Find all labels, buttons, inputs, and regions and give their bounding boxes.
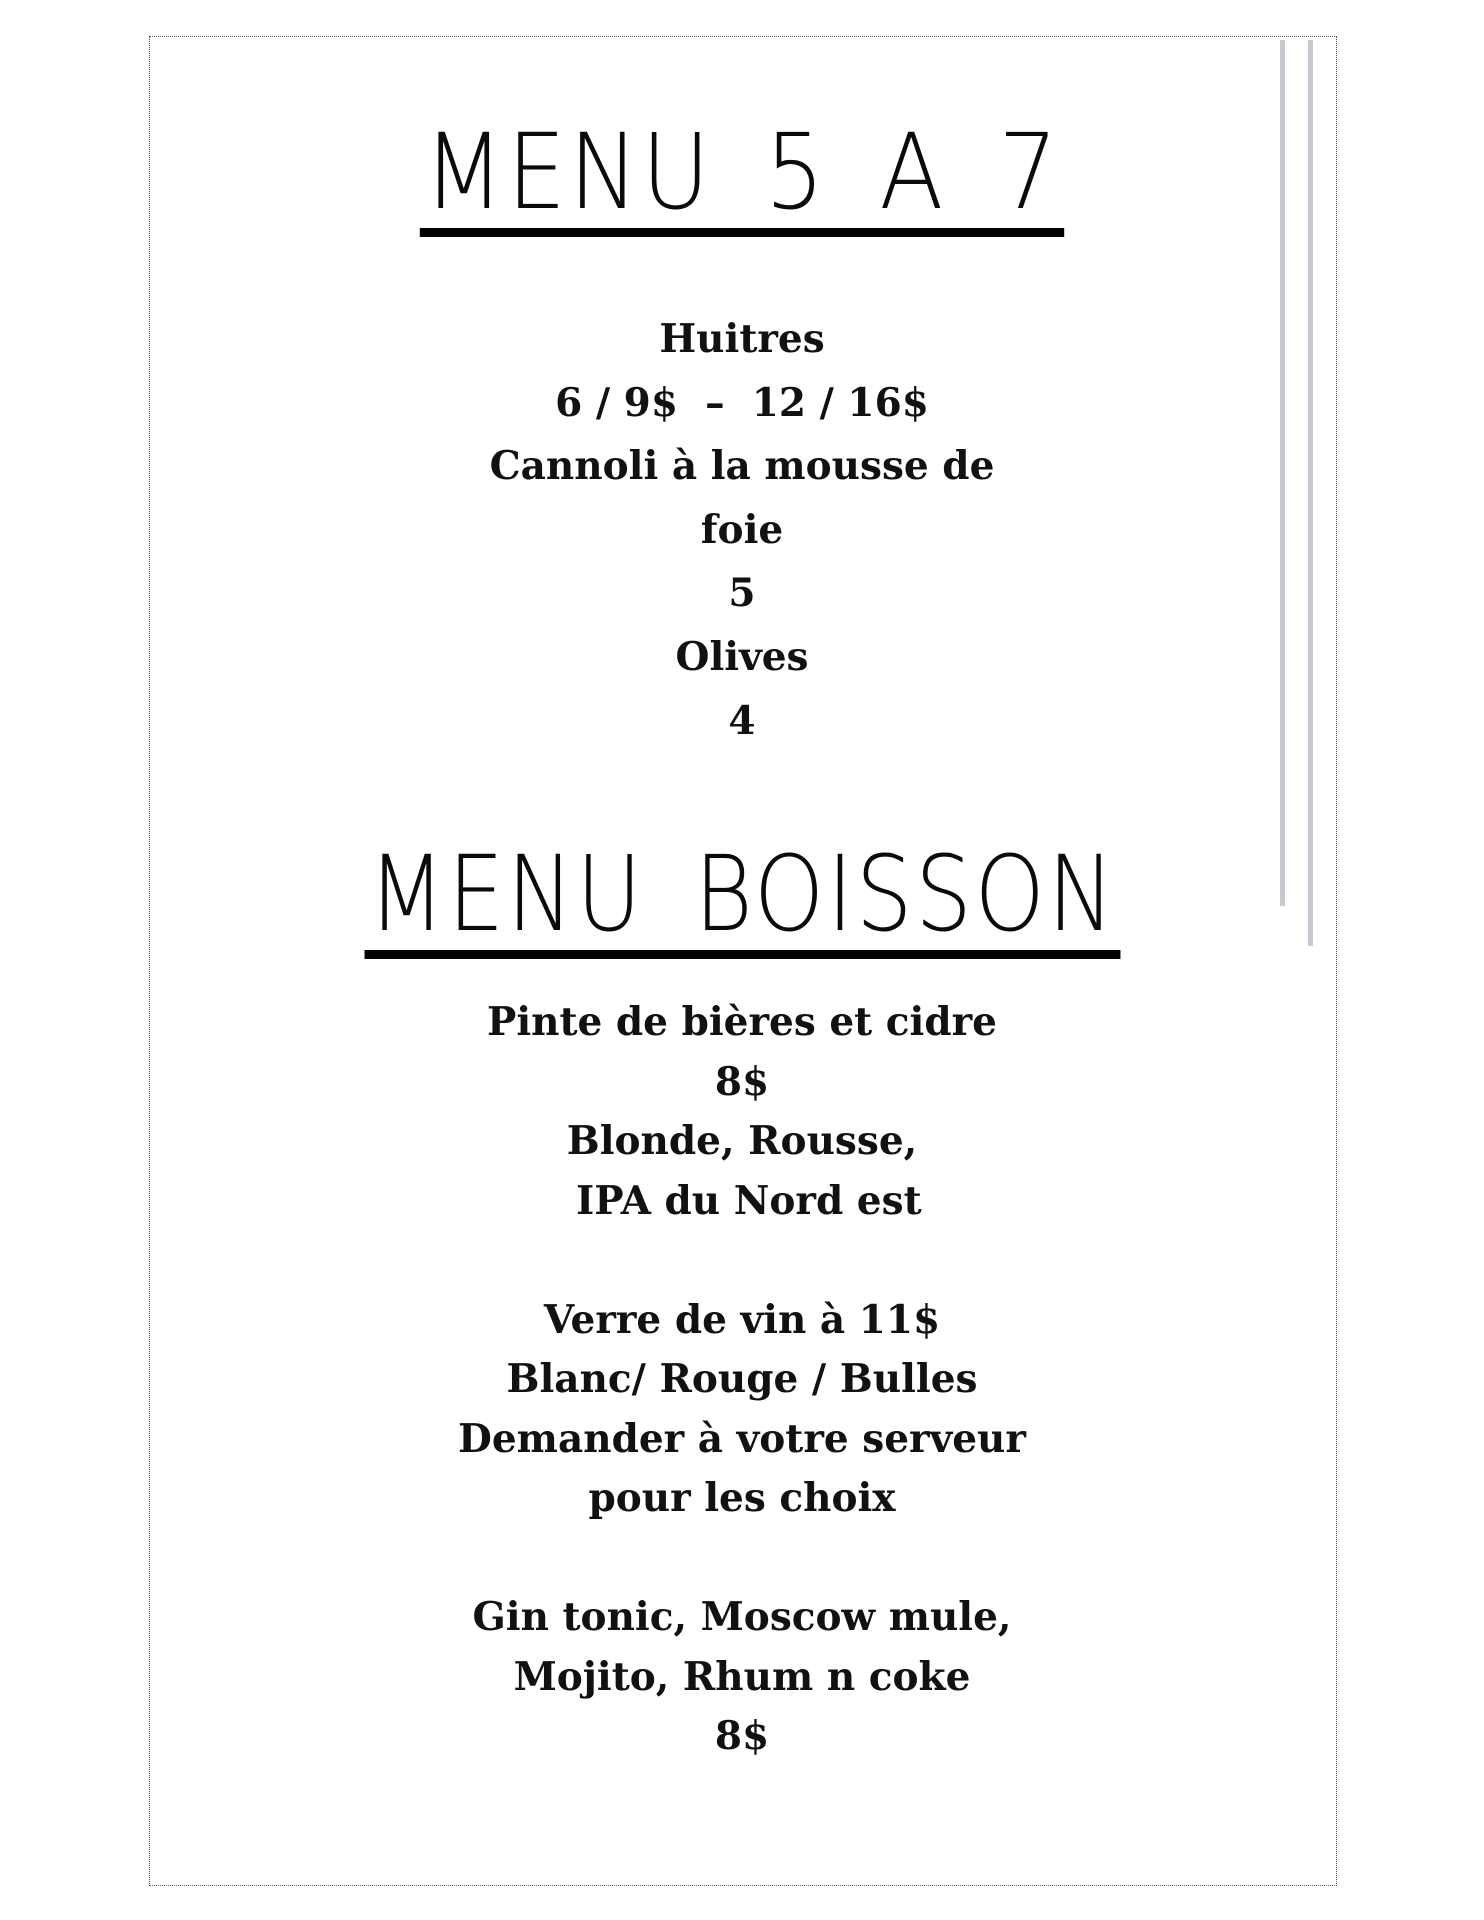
item-cannoli-price: 5 [728,570,756,617]
drink-wine-options: Blanc/ Rouge / Bulles [506,1356,978,1402]
spacer [0,1529,1484,1589]
drink-wine-note-cont: pour les choix [588,1475,896,1521]
spacer [0,1231,1484,1291]
drink-beer-price: 8$ [714,1058,770,1105]
drink-group-wine [0,1291,1484,1529]
item-olives-price: 4 [728,697,756,744]
item-cannoli-name-cont: foie [700,506,784,553]
menu-5a7-items [0,308,1484,753]
drink-group-cocktails [0,1588,1484,1767]
menu-boisson-items [0,993,1484,1767]
menu-5a7-heading [0,111,1484,237]
drink-group-beer [0,993,1484,1231]
drink-cocktails-price: 8$ [714,1713,770,1759]
menu-boisson-title: MENU BOISSON [364,842,1120,959]
menu-boisson-heading [0,833,1484,959]
drink-cocktails-list-cont: Mojito, Rhum n coke [513,1653,971,1700]
item-oysters-name: Huitres [659,316,825,362]
drink-beer-options-cont: IPA du Nord est [562,1177,922,1224]
item-olives-name: Olives [675,633,809,680]
menu-5a7-title: MENU 5 A 7 [420,120,1064,237]
drink-beer-title: Pinte de bières et cidre [487,999,997,1045]
drink-cocktails-list: Gin tonic, Moscow mule, [472,1594,1012,1640]
drink-wine-note: Demander à votre serveur [458,1415,1026,1462]
drink-beer-options: Blonde, Rousse, [566,1118,918,1164]
item-oysters-price: 6 / 9$ – 12 / 16$ [555,379,929,426]
item-cannoli-name: Cannoli à la mousse de [489,443,995,490]
drink-wine-title: Verre de vin à 11$ [543,1296,941,1343]
